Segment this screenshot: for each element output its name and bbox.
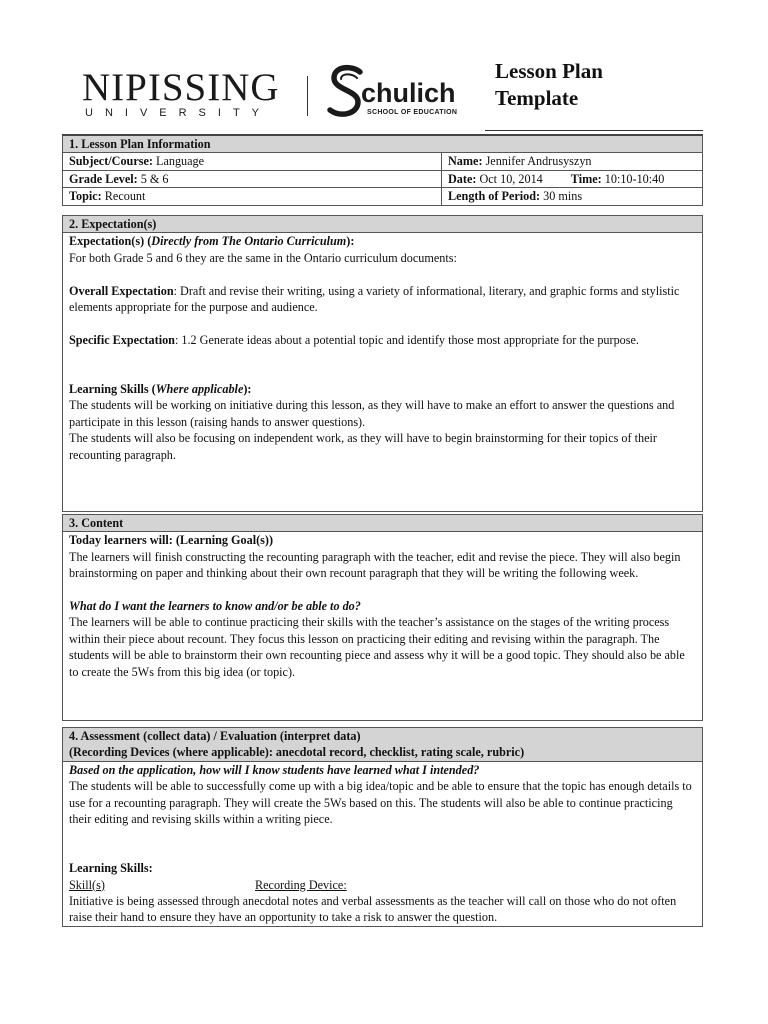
subject-value: Language: [152, 154, 205, 169]
overall-expectation: Overall Expectation: Draft and revise their writing, using a variety of informational, literary, and graphic forms and stylistic elements appropriate for the purpose and audience.: [69, 283, 680, 315]
assessment-table: [62, 727, 703, 927]
document-header: [0, 0, 768, 135]
section-heading-assessment: 4. Assessment (collect data) / Evaluation (interpret data) (Recording Devices (where applicable): anecdotal record, checklist, rating scale, rubric): [63, 728, 703, 762]
learning-skills-label: Learning Skills (Where applicable):: [69, 382, 252, 396]
nipissing-logo-subtitle: UNIVERSITY: [85, 107, 272, 119]
expectations-intro: For both Grade 5 and 6 they are the same in the Ontario curriculum documents:: [69, 250, 457, 265]
recording-device-column-label: Recording Device:: [255, 877, 347, 892]
date-time-cell: [442, 170, 703, 187]
assessment-skills-columns: [69, 877, 696, 893]
expectations-table: [62, 215, 703, 512]
assessment-question: Based on the application, how will I know students have learned what I intended?: [69, 762, 480, 777]
section-heading-content: 3. Content: [63, 515, 703, 532]
learning-skills-paragraph-2: The students will also be focusing on independent work, as they will have to begin brainstorming for their topics of their recounting paragraph.: [69, 431, 657, 462]
learning-goal-label: Today learners will: (Learning Goal(s)): [69, 533, 274, 548]
topic-cell: [63, 188, 442, 205]
title-rule: [485, 130, 703, 131]
time-label: Time:: [570, 171, 602, 186]
section-heading-info: 1. Lesson Plan Information: [63, 135, 703, 153]
grade-label: Grade Level:: [69, 171, 138, 186]
assessment-skills-text: Initiative is being assessed through anecdotal notes and verbal assessments as the teacher will call on those who do not often raise their hand to ensure they have an opportunity to take a risk to answer the question.: [69, 894, 677, 925]
length-value: 30 mins: [540, 189, 583, 204]
nipissing-logo-wordmark: NIPISSING: [82, 66, 280, 109]
template-title: [495, 58, 603, 112]
topic-value: Recount: [101, 189, 146, 204]
content-body: [63, 532, 703, 721]
grade-value: 5 & 6: [137, 171, 169, 186]
subject-label: Subject/Course:: [69, 154, 153, 169]
section-heading-expectations: 2. Expectation(s): [63, 216, 703, 233]
template-title-line2: Template: [495, 86, 579, 110]
length-label: Length of Period:: [448, 189, 541, 204]
length-cell: [442, 188, 703, 205]
content-table: [62, 514, 703, 721]
lesson-info-table: [62, 134, 703, 206]
know-answer: The learners will be able to continue practicing their skills with the teacher’s assistance on the stages of the writing process within their piece about recount. They focus this lesson on practicing their editing and revising within the paragraph. The students will be able to brainstorm their own recounting piece and assess why it will be a good topic. They should also be able to create the 5Ws from this big idea (or topic).: [69, 615, 685, 679]
template-title-line1: Lesson Plan: [495, 59, 603, 83]
expectations-body: [63, 233, 703, 512]
learning-skills-paragraph-1: The students will be working on initiative during this lesson, as they will have to make an effort to answer the questions and participate in this lesson (raising hands to answer questions).: [69, 398, 675, 429]
schulich-logo-subtitle: SCHOOL OF EDUCATION: [367, 109, 458, 116]
grade-cell: [63, 170, 442, 187]
know-question: What do I want the learners to know and/or be able to do?: [69, 599, 361, 614]
specific-expectation: Specific Expectation: 1.2 Generate ideas about a potential topic and identify those most appropriate for the purpose.: [69, 332, 639, 347]
learning-goal-text: The learners will finish constructing the recounting paragraph with the teacher, edit and revise the piece. They will also begin brainstorming on paper and thinking about their own recount paragraph that they will be writing the following week.: [69, 549, 681, 581]
name-value: Jennifer Andrusyszyn: [482, 154, 592, 169]
assessment-answer: The students will be able to successfully come up with a big idea/topic and be able to ensure that the topic has enough details to use for a recounting paragraph. They will create the 5Ws based on this. The students will also be able to continue practicing their editing and revising skills within a writing piece.: [69, 779, 692, 827]
schulich-logo-wordmark: chulich: [361, 78, 456, 108]
date-label: Date:: [448, 171, 477, 186]
time-value: 10:10-10:40: [601, 171, 665, 186]
assessment-skills-label: Learning Skills:: [69, 861, 153, 876]
assessment-body: [63, 761, 703, 926]
name-cell: [442, 153, 703, 170]
topic-label: Topic:: [69, 189, 102, 204]
logo-divider: [307, 76, 308, 116]
date-value: Oct 10, 2014: [476, 171, 543, 186]
subject-cell: [63, 153, 442, 170]
schulich-s-logo-icon: [326, 64, 366, 120]
name-label: Name:: [448, 154, 483, 169]
expectations-label: Expectation(s) (Directly from The Ontario Curriculum):: [69, 234, 355, 249]
skill-column-label: Skill(s): [69, 877, 105, 892]
